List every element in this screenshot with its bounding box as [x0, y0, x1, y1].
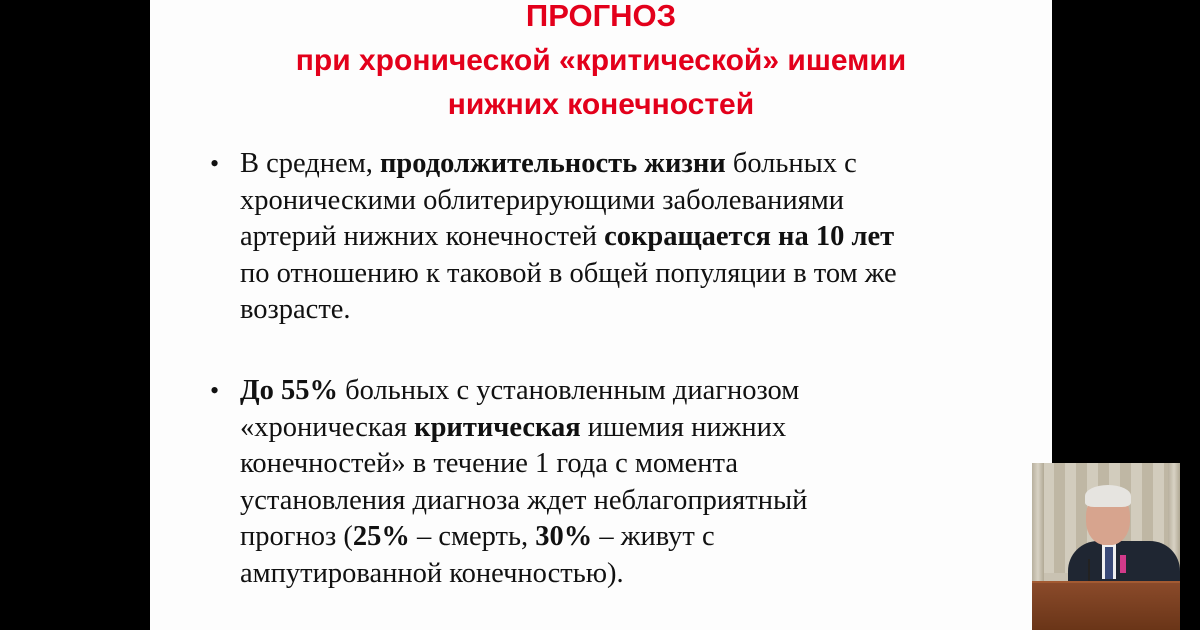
microphone: [1088, 559, 1090, 583]
emphasis: До 55%: [240, 375, 338, 406]
bullet1-line-4: по отношению к таковой в общей популяции в том же: [240, 257, 897, 289]
title-line-1: ПРОГНОЗ: [525, 0, 677, 33]
text: прогноз (: [240, 521, 353, 552]
bullet2-line-3: конечностей» в течение 1 года с момента: [240, 448, 738, 479]
title-line-2: при хронической «критической» ишемии: [295, 44, 907, 77]
bullet1-line-3: [240, 219, 1020, 256]
bullet1-line-2: хроническими облитерирующими заболеваниями: [240, 184, 845, 216]
emphasis: 30%: [535, 521, 593, 552]
presentation-slide: [150, 0, 1052, 630]
emphasis: сокращается на 10 лет: [604, 221, 895, 252]
title-line-3: нижних конечностей: [447, 88, 755, 121]
podium: [1032, 583, 1180, 630]
text: – смерть,: [409, 521, 536, 552]
text: артерий нижних конечностей: [240, 221, 605, 252]
bullet-life-expectancy: [210, 146, 1020, 329]
speaker-hair: [1085, 485, 1131, 507]
text: больных с: [725, 148, 857, 179]
bullet-dot-icon: •: [210, 376, 220, 405]
bullet2-line-5: [240, 519, 1020, 556]
slide-title: [150, 0, 1052, 125]
bullet1-line-5: возрасте.: [240, 294, 351, 325]
bullet-prognosis: [210, 373, 1020, 592]
speaker-tie: [1105, 547, 1113, 579]
text: больных с установленным диагнозом: [337, 375, 800, 406]
bullet2-line-2: [240, 410, 1020, 447]
bullet2-line-4: установления диагноза ждет неблагоприятный: [240, 484, 808, 516]
emphasis: 25%: [352, 521, 410, 552]
text: – живут с: [592, 521, 715, 552]
bullet2-line-6: ампутированной конечностью).: [240, 557, 624, 589]
text: «хроническая: [240, 411, 415, 443]
bullet1-line-1: [240, 146, 1020, 183]
emphasis: продолжительность жизни: [380, 148, 726, 179]
text: В среднем,: [240, 148, 380, 179]
bullet-dot-icon: •: [210, 149, 220, 178]
text: ишемия нижних: [580, 411, 787, 443]
speaker-video-thumbnail[interactable]: [1032, 463, 1180, 630]
speaker-badge: [1120, 555, 1126, 573]
bullet2-line-1: [240, 373, 1020, 410]
emphasis: критическая: [414, 411, 581, 443]
